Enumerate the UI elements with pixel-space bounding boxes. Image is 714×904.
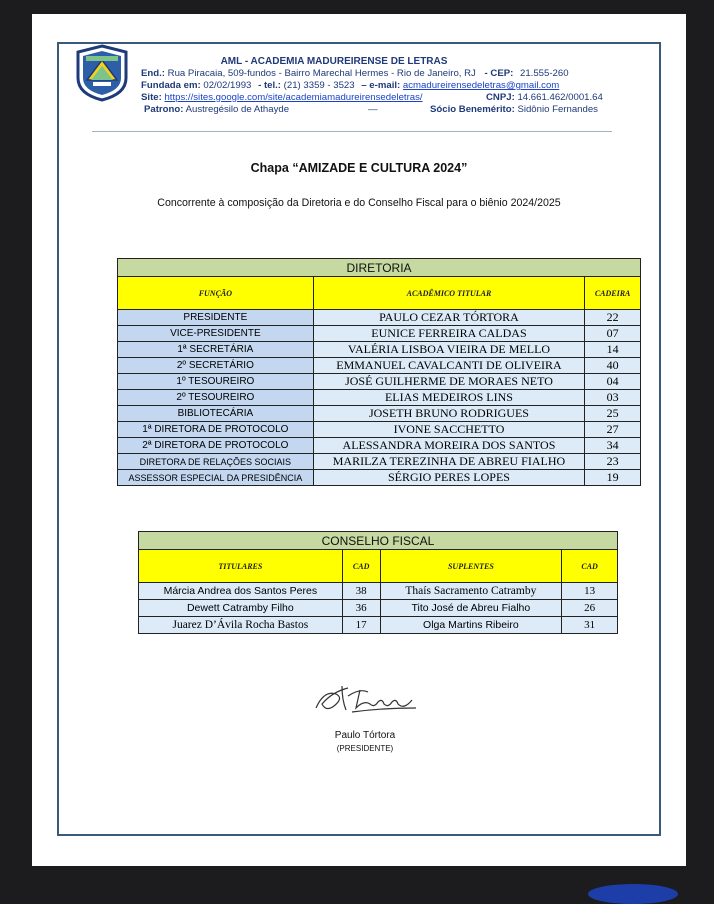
suplente-cell: Olga Martins Ribeiro — [380, 617, 562, 634]
role-cell: 1ª DIRETORA DE PROTOCOLO — [118, 422, 314, 438]
name-cell: JOSÉ GUILHERME DE MORAES NETO — [313, 374, 585, 390]
diretoria-caption: DIRETORIA — [118, 259, 641, 277]
role-cell: VICE-PRESIDENTE — [118, 326, 314, 342]
chair-cell: 04 — [585, 374, 641, 390]
cnpj-line — [486, 92, 603, 104]
chair-cell: 27 — [585, 422, 641, 438]
document-page — [32, 14, 686, 866]
role-cell: 1ª SECRETÁRIA — [118, 342, 314, 358]
table-row — [118, 326, 641, 342]
cad-cell: 31 — [562, 617, 618, 634]
table-row — [118, 438, 641, 454]
role-cell: DIRETORA DE RELAÇÕES SOCIAIS — [118, 454, 314, 470]
table-row — [139, 583, 618, 600]
cnpj-value: 14.661.462/0001.64 — [517, 92, 603, 103]
table-row — [118, 374, 641, 390]
patron-line — [144, 104, 289, 116]
name-cell: VALÉRIA LISBOA VIEIRA DE MELLO — [313, 342, 585, 358]
table-row — [118, 422, 641, 438]
chair-cell: 19 — [585, 470, 641, 486]
name-cell: IVONE SACCHETTO — [313, 422, 585, 438]
diretoria-table — [117, 258, 641, 486]
patron-value: Austregésilo de Athayde — [185, 104, 290, 115]
document-subtitle: Concorrente à composição da Diretoria e do Conselho Fiscal para o biênio 2024/2025 — [157, 197, 561, 209]
header-divider — [92, 131, 612, 132]
name-cell: EMMANUEL CAVALCANTI DE OLIVEIRA — [313, 358, 585, 374]
document-title: Chapa “AMIZADE E CULTURA 2024” — [250, 161, 468, 175]
role-cell: 1º TESOUREIRO — [118, 374, 314, 390]
col-header-cad-1: CAD — [342, 550, 380, 583]
email-link[interactable]: acmadureirensedeletras@gmail.com — [402, 80, 560, 91]
cad-cell: 38 — [342, 583, 380, 600]
benefactor-value: Sidônio Fernandes — [517, 104, 598, 115]
patron-label: Patrono: — [144, 104, 184, 115]
suplente-cell: Thaís Sacramento Catramby — [380, 583, 562, 600]
founded-value: 02/02/1993 — [203, 80, 252, 91]
name-cell: ELIAS MEDEIROS LINS — [313, 390, 585, 406]
cad-cell: 26 — [562, 600, 618, 617]
org-name: AML - ACADEMIA MADUREIRENSE DE LETRAS — [220, 56, 448, 67]
tel-label: tel.: — [263, 80, 281, 91]
col-header-funcao: FUNÇÃO — [118, 277, 314, 310]
handwritten-signature — [312, 678, 422, 720]
cad-cell: 17 — [342, 617, 380, 634]
table-row — [118, 406, 641, 422]
benefactor-line — [430, 104, 598, 116]
suplente-cell: Tito José de Abreu Fialho — [380, 600, 562, 617]
site-label: Site: — [141, 92, 162, 103]
signatory-role: (PRESIDENTE) — [336, 744, 394, 753]
cep-value: 21.555-260 — [520, 68, 569, 79]
col-header-suplentes: SUPLENTES — [380, 550, 562, 583]
site-link[interactable]: https://sites.google.com/site/academiamadureirensedeletras/ — [164, 92, 423, 103]
header-dash: — — [368, 104, 378, 115]
col-header-academico: ACADÊMICO TITULAR — [313, 277, 585, 310]
chair-cell: 34 — [585, 438, 641, 454]
tel-value: (21) 3359 - 3523 — [283, 80, 355, 91]
founded-label: Fundada em: — [141, 80, 201, 91]
table-row — [118, 310, 641, 326]
table-row — [118, 470, 641, 486]
academy-crest-logo — [74, 44, 130, 102]
col-header-cadeira: CADEIRA — [585, 277, 641, 310]
benefactor-label: Sócio Benemérito: — [430, 104, 515, 115]
titular-cell: Dewett Catramby Filho — [139, 600, 343, 617]
role-cell: ASSESSOR ESPECIAL DA PRESIDÊNCIA — [118, 470, 314, 486]
role-cell: 2º SECRETÁRIO — [118, 358, 314, 374]
chair-cell: 07 — [585, 326, 641, 342]
col-header-cad-2: CAD — [562, 550, 618, 583]
chair-cell: 14 — [585, 342, 641, 358]
chair-cell: 40 — [585, 358, 641, 374]
table-row — [118, 390, 641, 406]
table-row — [139, 617, 618, 634]
chair-cell: 22 — [585, 310, 641, 326]
col-header-titulares: TITULARES — [139, 550, 343, 583]
name-cell: EUNICE FERREIRA CALDAS — [313, 326, 585, 342]
conselho-caption: CONSELHO FISCAL — [139, 532, 618, 550]
role-cell: 2ª DIRETORA DE PROTOCOLO — [118, 438, 314, 454]
name-cell: SÉRGIO PERES LOPES — [313, 470, 585, 486]
conselho-fiscal-table — [138, 531, 618, 634]
titular-cell: Márcia Andrea dos Santos Peres — [139, 583, 343, 600]
signatory-name: Paulo Tórtora — [334, 730, 396, 741]
table-row — [118, 342, 641, 358]
table-row — [139, 600, 618, 617]
table-row — [118, 358, 641, 374]
cad-cell: 13 — [562, 583, 618, 600]
name-cell: MARILZA TEREZINHA DE ABREU FIALHO — [313, 454, 585, 470]
cep-label: CEP: — [490, 68, 514, 79]
email-label: e-mail: — [369, 80, 401, 91]
titular-cell: Juarez D’Ávila Rocha Bastos — [139, 617, 343, 634]
address-line: End.: Rua Piracaia, 509-fundos - Bairro Marechal Hermes - Rio de Janeiro, RJ - CEP: 21.555-260 — [141, 68, 569, 79]
chair-cell: 03 — [585, 390, 641, 406]
role-cell: BIBLIOTECÁRIA — [118, 406, 314, 422]
chair-cell: 23 — [585, 454, 641, 470]
site-line — [141, 92, 423, 104]
cnpj-label: CNPJ: — [486, 92, 515, 103]
role-cell: PRESIDENTE — [118, 310, 314, 326]
cad-cell: 36 — [342, 600, 380, 617]
name-cell: ALESSANDRA MOREIRA DOS SANTOS — [313, 438, 585, 454]
table-row — [118, 454, 641, 470]
corner-badge — [588, 884, 678, 904]
founded-line: Fundada em: 02/02/1993 - tel.: (21) 3359 - 3523 – e-mail: acmadureirensedeletras@gmail.com — [141, 80, 560, 91]
address-value: Rua Piracaia, 509-fundos - Bairro Marechal Hermes - Rio de Janeiro, RJ — [167, 68, 476, 79]
role-cell: 2º TESOUREIRO — [118, 390, 314, 406]
name-cell: JOSETH BRUNO RODRIGUES — [313, 406, 585, 422]
name-cell: PAULO CEZAR TÓRTORA — [313, 310, 585, 326]
chair-cell: 25 — [585, 406, 641, 422]
address-label: End.: — [141, 68, 165, 79]
